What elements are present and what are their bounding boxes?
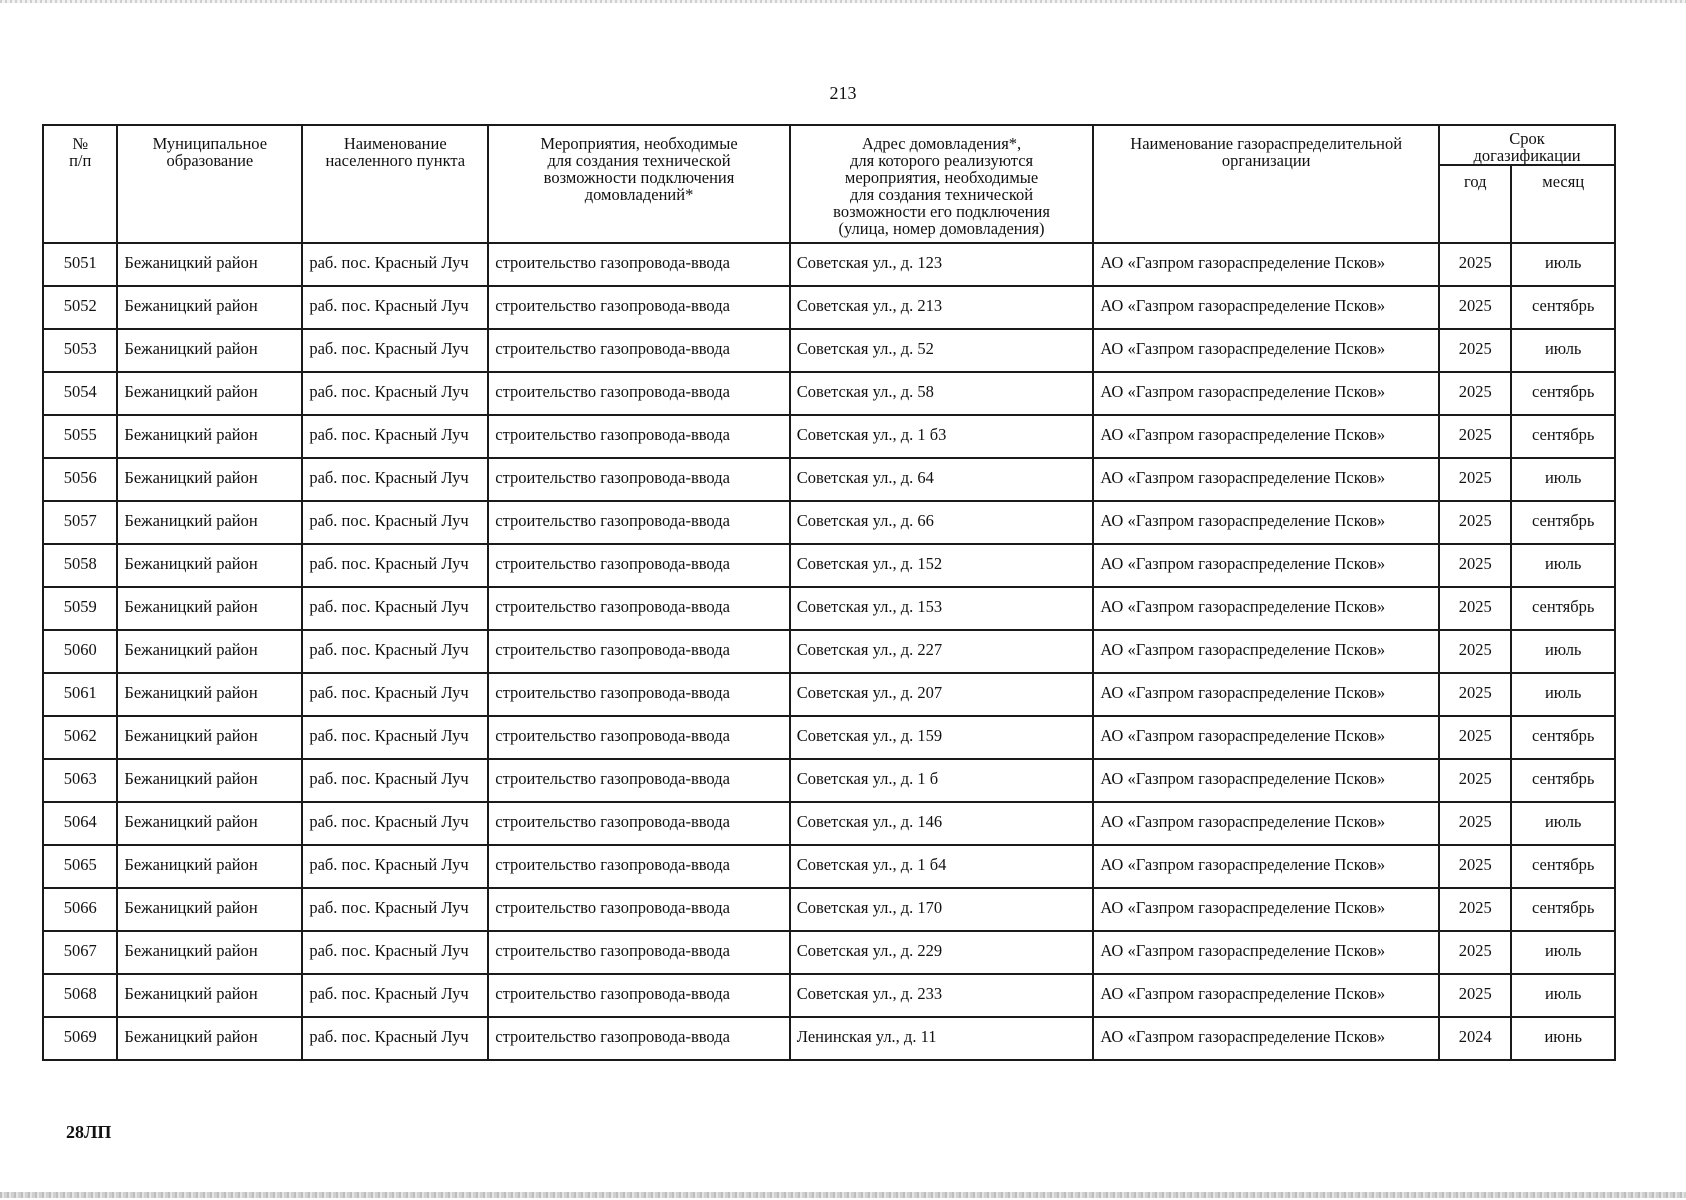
cell-organization: АО «Газпром газораспределение Псков» xyxy=(1093,974,1439,1017)
col-header-month: месяц xyxy=(1511,165,1615,243)
cell-num: 5060 xyxy=(43,630,117,673)
cell-organization: АО «Газпром газораспределение Псков» xyxy=(1093,888,1439,931)
cell-organization: АО «Газпром газораспределение Псков» xyxy=(1093,759,1439,802)
cell-locality: раб. пос. Красный Луч xyxy=(302,286,488,329)
cell-num: 5067 xyxy=(43,931,117,974)
cell-address: Советская ул., д. 1 б3 xyxy=(790,415,1094,458)
cell-organization: АО «Газпром газораспределение Псков» xyxy=(1093,931,1439,974)
cell-locality: раб. пос. Красный Луч xyxy=(302,845,488,888)
cell-municipality: Бежаницкий район xyxy=(117,759,302,802)
cell-num: 5068 xyxy=(43,974,117,1017)
cell-measure: строительство газопровода-ввода xyxy=(488,845,790,888)
cell-address: Советская ул., д. 152 xyxy=(790,544,1094,587)
table-row xyxy=(43,329,1615,372)
cell-address: Ленинская ул., д. 11 xyxy=(790,1017,1094,1060)
cell-organization: АО «Газпром газораспределение Псков» xyxy=(1093,372,1439,415)
cell-measure: строительство газопровода-ввода xyxy=(488,974,790,1017)
table-row xyxy=(43,544,1615,587)
cell-address: Советская ул., д. 1 б xyxy=(790,759,1094,802)
cell-num: 5069 xyxy=(43,1017,117,1060)
table-row xyxy=(43,372,1615,415)
scan-edge-top xyxy=(0,0,1686,3)
header-row xyxy=(43,125,1615,165)
cell-year: 2025 xyxy=(1439,759,1511,802)
cell-locality: раб. пос. Красный Луч xyxy=(302,243,488,286)
cell-month: июль xyxy=(1511,544,1615,587)
cell-locality: раб. пос. Красный Луч xyxy=(302,329,488,372)
cell-measure: строительство газопровода-ввода xyxy=(488,544,790,587)
cell-locality: раб. пос. Красный Луч xyxy=(302,1017,488,1060)
cell-locality: раб. пос. Красный Луч xyxy=(302,802,488,845)
table-row xyxy=(43,415,1615,458)
cell-address: Советская ул., д. 123 xyxy=(790,243,1094,286)
cell-num: 5066 xyxy=(43,888,117,931)
cell-measure: строительство газопровода-ввода xyxy=(488,802,790,845)
cell-organization: АО «Газпром газораспределение Псков» xyxy=(1093,716,1439,759)
cell-municipality: Бежаницкий район xyxy=(117,329,302,372)
cell-year: 2025 xyxy=(1439,716,1511,759)
table-row xyxy=(43,802,1615,845)
cell-month: сентябрь xyxy=(1511,372,1615,415)
cell-municipality: Бежаницкий район xyxy=(117,458,302,501)
cell-municipality: Бежаницкий район xyxy=(117,673,302,716)
table-row xyxy=(43,759,1615,802)
table-row xyxy=(43,1017,1615,1060)
cell-measure: строительство газопровода-ввода xyxy=(488,1017,790,1060)
table-body xyxy=(43,243,1615,1060)
cell-year: 2025 xyxy=(1439,931,1511,974)
cell-organization: АО «Газпром газораспределение Псков» xyxy=(1093,415,1439,458)
cell-municipality: Бежаницкий район xyxy=(117,931,302,974)
cell-address: Советская ул., д. 66 xyxy=(790,501,1094,544)
table-row xyxy=(43,716,1615,759)
cell-measure: строительство газопровода-ввода xyxy=(488,888,790,931)
cell-measure: строительство газопровода-ввода xyxy=(488,415,790,458)
cell-locality: раб. пос. Красный Луч xyxy=(302,544,488,587)
cell-municipality: Бежаницкий район xyxy=(117,716,302,759)
cell-locality: раб. пос. Красный Луч xyxy=(302,931,488,974)
col-header-locality: Наименование населенного пункта xyxy=(302,125,488,243)
table-row xyxy=(43,845,1615,888)
cell-year: 2025 xyxy=(1439,286,1511,329)
table-row xyxy=(43,974,1615,1017)
cell-year: 2025 xyxy=(1439,845,1511,888)
cell-address: Советская ул., д. 146 xyxy=(790,802,1094,845)
cell-address: Советская ул., д. 233 xyxy=(790,974,1094,1017)
cell-municipality: Бежаницкий район xyxy=(117,802,302,845)
cell-address: Советская ул., д. 1 б4 xyxy=(790,845,1094,888)
cell-year: 2025 xyxy=(1439,458,1511,501)
cell-month: июль xyxy=(1511,931,1615,974)
footer-code: 28ЛП xyxy=(66,1122,112,1142)
cell-municipality: Бежаницкий район xyxy=(117,888,302,931)
table-row xyxy=(43,458,1615,501)
cell-month: сентябрь xyxy=(1511,845,1615,888)
col-header-term: Срок догазификации xyxy=(1439,125,1615,165)
cell-address: Советская ул., д. 229 xyxy=(790,931,1094,974)
cell-num: 5056 xyxy=(43,458,117,501)
cell-municipality: Бежаницкий район xyxy=(117,630,302,673)
cell-month: июль xyxy=(1511,630,1615,673)
cell-organization: АО «Газпром газораспределение Псков» xyxy=(1093,544,1439,587)
table-row xyxy=(43,286,1615,329)
cell-organization: АО «Газпром газораспределение Псков» xyxy=(1093,587,1439,630)
cell-year: 2025 xyxy=(1439,802,1511,845)
cell-measure: строительство газопровода-ввода xyxy=(488,673,790,716)
cell-measure: строительство газопровода-ввода xyxy=(488,501,790,544)
cell-address: Советская ул., д. 159 xyxy=(790,716,1094,759)
cell-measure: строительство газопровода-ввода xyxy=(488,329,790,372)
cell-year: 2025 xyxy=(1439,630,1511,673)
cell-measure: строительство газопровода-ввода xyxy=(488,759,790,802)
cell-month: сентябрь xyxy=(1511,716,1615,759)
cell-locality: раб. пос. Красный Луч xyxy=(302,587,488,630)
cell-measure: строительство газопровода-ввода xyxy=(488,372,790,415)
cell-measure: строительство газопровода-ввода xyxy=(488,630,790,673)
cell-municipality: Бежаницкий район xyxy=(117,587,302,630)
cell-month: сентябрь xyxy=(1511,759,1615,802)
cell-address: Советская ул., д. 58 xyxy=(790,372,1094,415)
cell-organization: АО «Газпром газораспределение Псков» xyxy=(1093,243,1439,286)
cell-measure: строительство газопровода-ввода xyxy=(488,931,790,974)
table-row xyxy=(43,501,1615,544)
cell-municipality: Бежаницкий район xyxy=(117,845,302,888)
cell-num: 5059 xyxy=(43,587,117,630)
cell-locality: раб. пос. Красный Луч xyxy=(302,888,488,931)
table-row xyxy=(43,673,1615,716)
cell-municipality: Бежаницкий район xyxy=(117,415,302,458)
cell-month: сентябрь xyxy=(1511,587,1615,630)
cell-organization: АО «Газпром газораспределение Псков» xyxy=(1093,286,1439,329)
cell-address: Советская ул., д. 170 xyxy=(790,888,1094,931)
cell-year: 2025 xyxy=(1439,974,1511,1017)
cell-num: 5051 xyxy=(43,243,117,286)
cell-month: сентябрь xyxy=(1511,501,1615,544)
cell-municipality: Бежаницкий район xyxy=(117,372,302,415)
cell-organization: АО «Газпром газораспределение Псков» xyxy=(1093,501,1439,544)
cell-month: июль xyxy=(1511,329,1615,372)
cell-year: 2025 xyxy=(1439,372,1511,415)
cell-municipality: Бежаницкий район xyxy=(117,501,302,544)
cell-address: Советская ул., д. 207 xyxy=(790,673,1094,716)
cell-municipality: Бежаницкий район xyxy=(117,286,302,329)
cell-year: 2025 xyxy=(1439,501,1511,544)
cell-month: июль xyxy=(1511,458,1615,501)
col-header-year: год xyxy=(1439,165,1511,243)
cell-locality: раб. пос. Красный Луч xyxy=(302,501,488,544)
cell-address: Советская ул., д. 64 xyxy=(790,458,1094,501)
cell-num: 5054 xyxy=(43,372,117,415)
table-row xyxy=(43,587,1615,630)
cell-year: 2025 xyxy=(1439,329,1511,372)
cell-month: июль xyxy=(1511,243,1615,286)
page-number: 213 xyxy=(829,83,857,103)
cell-locality: раб. пос. Красный Луч xyxy=(302,372,488,415)
cell-measure: строительство газопровода-ввода xyxy=(488,716,790,759)
cell-year: 2025 xyxy=(1439,673,1511,716)
cell-municipality: Бежаницкий район xyxy=(117,243,302,286)
cell-num: 5058 xyxy=(43,544,117,587)
cell-num: 5061 xyxy=(43,673,117,716)
cell-num: 5063 xyxy=(43,759,117,802)
cell-month: июнь xyxy=(1511,1017,1615,1060)
cell-num: 5052 xyxy=(43,286,117,329)
cell-num: 5064 xyxy=(43,802,117,845)
cell-year: 2025 xyxy=(1439,243,1511,286)
cell-measure: строительство газопровода-ввода xyxy=(488,243,790,286)
col-header-address: Адрес домовладения*, для которого реализуются мероприятия, необходимые для создания технической возможности его подключения (улица, номер домовладения) xyxy=(790,125,1094,243)
cell-month: июль xyxy=(1511,673,1615,716)
cell-month: июль xyxy=(1511,974,1615,1017)
cell-organization: АО «Газпром газораспределение Псков» xyxy=(1093,673,1439,716)
cell-locality: раб. пос. Красный Луч xyxy=(302,673,488,716)
cell-num: 5053 xyxy=(43,329,117,372)
cell-num: 5062 xyxy=(43,716,117,759)
cell-locality: раб. пос. Красный Луч xyxy=(302,716,488,759)
cell-municipality: Бежаницкий район xyxy=(117,1017,302,1060)
cell-measure: строительство газопровода-ввода xyxy=(488,286,790,329)
cell-year: 2024 xyxy=(1439,1017,1511,1060)
cell-year: 2025 xyxy=(1439,415,1511,458)
cell-num: 5055 xyxy=(43,415,117,458)
cell-organization: АО «Газпром газораспределение Псков» xyxy=(1093,458,1439,501)
table-row xyxy=(43,630,1615,673)
cell-locality: раб. пос. Красный Луч xyxy=(302,630,488,673)
col-header-municipality: Муниципальное образование xyxy=(117,125,302,243)
cell-organization: АО «Газпром газораспределение Псков» xyxy=(1093,802,1439,845)
col-header-organization: Наименование газораспределительной организации xyxy=(1093,125,1439,243)
cell-month: сентябрь xyxy=(1511,286,1615,329)
cell-locality: раб. пос. Красный Луч xyxy=(302,415,488,458)
cell-measure: строительство газопровода-ввода xyxy=(488,458,790,501)
cell-month: сентябрь xyxy=(1511,415,1615,458)
cell-year: 2025 xyxy=(1439,544,1511,587)
cell-num: 5057 xyxy=(43,501,117,544)
cell-address: Советская ул., д. 153 xyxy=(790,587,1094,630)
cell-year: 2025 xyxy=(1439,888,1511,931)
cell-month: сентябрь xyxy=(1511,888,1615,931)
cell-organization: АО «Газпром газораспределение Псков» xyxy=(1093,329,1439,372)
cell-locality: раб. пос. Красный Луч xyxy=(302,458,488,501)
cell-organization: АО «Газпром газораспределение Псков» xyxy=(1093,630,1439,673)
cell-organization: АО «Газпром газораспределение Псков» xyxy=(1093,845,1439,888)
col-header-num: № п/п xyxy=(43,125,117,243)
cell-locality: раб. пос. Красный Луч xyxy=(302,759,488,802)
cell-municipality: Бежаницкий район xyxy=(117,974,302,1017)
gasification-table xyxy=(42,124,1616,1061)
cell-measure: строительство газопровода-ввода xyxy=(488,587,790,630)
cell-locality: раб. пос. Красный Луч xyxy=(302,974,488,1017)
table-row xyxy=(43,888,1615,931)
cell-address: Советская ул., д. 227 xyxy=(790,630,1094,673)
scan-edge-bottom xyxy=(0,1192,1686,1198)
cell-address: Советская ул., д. 213 xyxy=(790,286,1094,329)
cell-organization: АО «Газпром газораспределение Псков» xyxy=(1093,1017,1439,1060)
table-row xyxy=(43,243,1615,286)
col-header-measures: Мероприятия, необходимые для создания технической возможности подключения домовладений* xyxy=(488,125,790,243)
cell-month: июль xyxy=(1511,802,1615,845)
cell-year: 2025 xyxy=(1439,587,1511,630)
cell-address: Советская ул., д. 52 xyxy=(790,329,1094,372)
cell-num: 5065 xyxy=(43,845,117,888)
table-row xyxy=(43,931,1615,974)
cell-municipality: Бежаницкий район xyxy=(117,544,302,587)
